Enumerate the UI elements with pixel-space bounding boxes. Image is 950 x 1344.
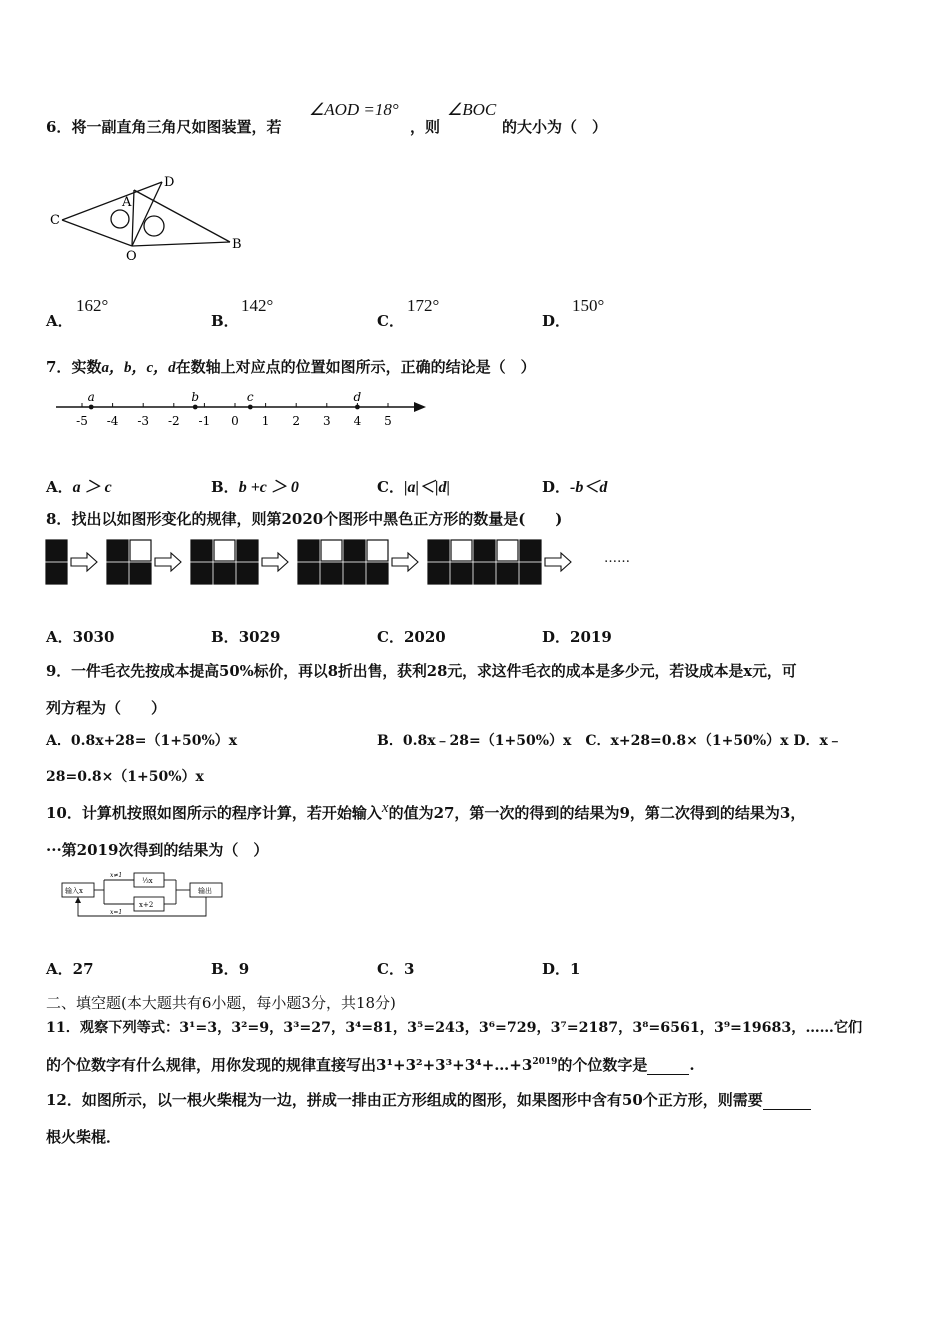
q8-option-c[interactable]: C．2020 [377,628,446,646]
q7-tick-label-1: -4 [106,414,119,428]
q7-point-label-c: c [246,390,254,404]
q7-point-a [89,405,94,410]
q12-stem-line2: 根火柴棍． [46,1128,122,1146]
q10-option-c[interactable]: C．3 [377,960,415,978]
q10-flowchart [58,868,228,920]
q8-fig2-bottom-square-2 [130,563,151,584]
q10-option-b[interactable]: B．9 [211,960,250,978]
q8-stem: 8．找出以如图形变化的规律，则第2020个图形中黑色正方形的数量是( ) [46,510,563,528]
q8-fig5-top-square-3 [474,540,495,561]
q8-fig1-bottom-square-1 [46,563,67,584]
q8-fig2-top-square-1 [107,540,128,561]
q10-stem-line2: ···第2019次得到的结果为（ ） [46,841,269,859]
q7-tick-label-10: 5 [384,414,392,428]
q6-edge-co [62,220,132,246]
q6-text-b: ，则 [410,118,441,136]
q8-fig3-top-square-1 [191,540,212,561]
q7-axis-arrow [414,402,426,412]
q10-output-text: 输出 [198,887,212,895]
q7-tick-label-8: 3 [322,414,331,428]
q7-point-label-d: d [353,390,362,404]
q10-cond2-text: x=1 [110,909,123,916]
q11-answer-blank[interactable] [647,1056,689,1075]
q7-tick-label-2: -3 [137,414,150,428]
q8-fig2-top-square-2 [130,540,151,561]
q8-fig1-top-square-1 [46,540,67,561]
q7-point-label-b: b [191,390,200,404]
q12-stem-line1: 12．如图所示，以一根火柴棍为一边，拼成一排由正方形组成的图形，如果图形中含有50个正方形，则需要 [46,1089,811,1110]
q8-option-d[interactable]: D．2019 [542,628,612,646]
q8-option-a[interactable]: A．3030 [46,628,115,646]
q8-fig2-bottom-square-1 [107,563,128,584]
q8-fig5-bottom-square-5 [520,563,541,584]
q8-arrow-3 [262,553,288,571]
q6-hole-right [144,216,164,236]
q11-stem-line2: 的个位数字有什么规律，用你发现的规律直接写出$3^1+3^2+3^3+3^4+\dots+3^{2019}$的个位数字是 . [46,1056,695,1074]
q6-option-b[interactable]: B． 142° [211,296,274,330]
q6-label-b: B [232,237,242,252]
q9-option-d-cont[interactable]: 28=0.8×（1+50%）x [46,769,204,785]
q6-option-a[interactable]: A． 162° [46,296,109,330]
q8-fig5-top-square-2 [451,540,472,561]
q7-tick-label-6: 1 [261,414,270,428]
q6-hole-left [111,210,129,228]
q8-fig3-top-square-2 [214,540,235,561]
q8-fig4-bottom-square-2 [321,563,342,584]
q6-label-a: A [122,195,132,210]
q9-option-bcd[interactable]: B．0.8x﹣28=（1+50%）x C．x+28=0.8×（1+50%）x D．x﹣ [377,733,842,749]
q7-tick-label-5: 0 [231,414,239,428]
q12-answer-blank[interactable] [763,1091,811,1110]
q10-loop-arrow [75,897,81,903]
q11-stem-line1: 11．观察下列等式：3¹=3，3²=9，3³=27，3⁴=81，3⁵=243，3⁶=729，3⁷=2187，3⁸=6561，3⁹=19683，……它们 [46,1020,863,1036]
q9-stem-line2: 列方程为（ ） [46,699,167,717]
q8-fig4-top-square-2 [321,540,342,561]
q8-fig3-top-square-3 [237,540,258,561]
q8-arrow-4 [392,553,418,571]
q8-pattern-figure [44,538,644,590]
q8-fig5-top-square-1 [428,540,449,561]
q8-fig5-bottom-square-2 [451,563,472,584]
q8-fig4-bottom-square-4 [367,563,388,584]
q10-input-text: 输入x [65,887,83,895]
q10-stem-line1: 10．计算机按照如图所示的程序计算，若开始输入x的值为27，第一次的得到的结果为9，第二次得到的结果为3， [46,800,806,822]
q6-option-d[interactable]: D． 150° [542,296,605,330]
q6-text-a: 将一副直角三角尺如图装置，若 [71,118,282,136]
q6-number: 6． [46,118,72,136]
q6-triangle-figure [50,172,250,262]
q8-fig5-top-square-5 [520,540,541,561]
q10-op2-text: x+2 [139,901,154,909]
q6-label-o: O [126,249,137,262]
q8-fig5-bottom-square-3 [474,563,495,584]
q7-option-c[interactable]: C．|a|＜|d| [377,478,451,496]
q8-fig5-top-square-4 [497,540,518,561]
q8-fig3-bottom-square-2 [214,563,235,584]
section2-title: 二、填空题(本大题共有6小题，每小题3分，共18分) [46,994,396,1012]
q8-arrow-1 [71,553,97,571]
q8-fig5-bottom-square-4 [497,563,518,584]
q8-option-b[interactable]: B．3029 [211,628,281,646]
q7-tick-label-3: -2 [167,414,180,428]
q7-point-b [193,405,198,410]
q7-option-b[interactable]: B．b +c ＞ 0 [211,478,299,496]
q7-stem: 7．实数a，b，c，d在数轴上对应点的位置如图所示，正确的结论是（ ） [46,358,536,376]
q10-cond1-text: x≠1 [110,872,123,879]
q7-point-c [248,405,253,410]
q7-number-line [52,386,432,434]
q8-arrow-5 [545,553,571,571]
q6-stem [46,116,281,137]
q8-fig4-bottom-square-1 [298,563,319,584]
q9-option-a[interactable]: A．0.8x+28=（1+50%）x [46,733,238,749]
q6-edge-ob [132,242,230,246]
q8-fig5-bottom-square-1 [428,563,449,584]
q7-tick-label-4: -1 [198,414,211,428]
q6-math-boc: ∠BOC [447,100,497,119]
q6-edge-oa [132,190,134,246]
q10-option-a[interactable]: A．27 [46,960,94,978]
q8-fig3-bottom-square-1 [191,563,212,584]
q8-arrow-2 [155,553,181,571]
q6-text-c: 的大小为（ ） [502,118,608,136]
q8-fig4-bottom-square-3 [344,563,365,584]
q6-label-d: D [164,175,175,190]
q9-stem-line1: 9．一件毛衣先按成本提高50%标价，再以8折出售，获利28元，求这件毛衣的成本是多少元，若设成本是x元，可 [46,663,797,680]
q10-option-d[interactable]: D．1 [542,960,581,978]
q7-point-d [355,405,360,410]
q7-option-d[interactable]: D．-b＜d [542,478,608,496]
q8-ellipsis: …… [604,551,630,566]
q8-fig4-top-square-4 [367,540,388,561]
q8-fig4-top-square-3 [344,540,365,561]
q8-fig3-bottom-square-3 [237,563,258,584]
q6-label-c: C [50,213,60,228]
q7-point-label-a: a [87,390,95,404]
q7-option-a[interactable]: A．a ＞ c [46,478,112,496]
q7-tick-label-9: 4 [353,414,362,428]
q7-tick-label-0: -5 [76,414,88,428]
q7-tick-label-7: 2 [292,414,301,428]
q8-fig4-top-square-1 [298,540,319,561]
q6-option-c[interactable]: C． 172° [377,296,440,330]
q10-op1-text: ⅓x [142,877,153,885]
q6-math-aod: ∠AOD =18° [309,100,399,119]
